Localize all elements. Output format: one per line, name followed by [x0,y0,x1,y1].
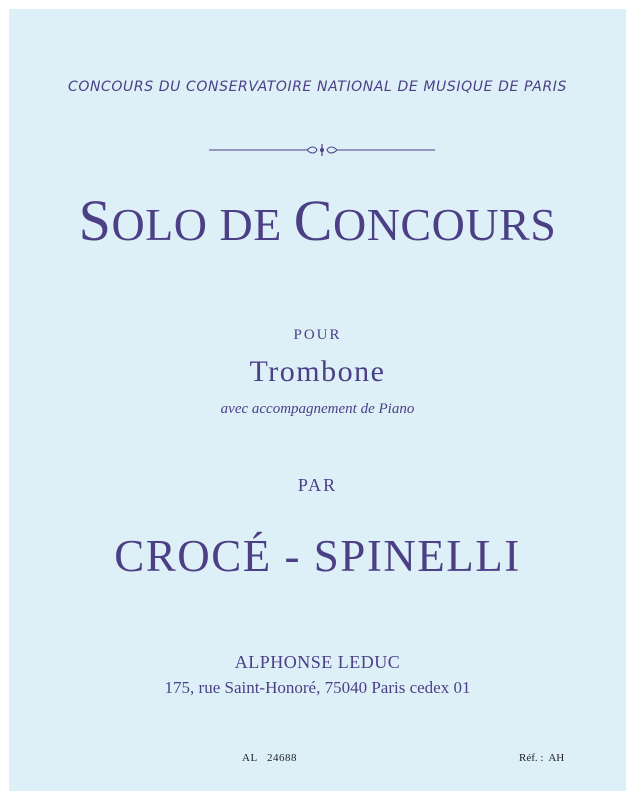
instrument-name: Trombone [249,355,386,388]
catalog-number: AL 24688 [242,752,298,764]
publisher-address: 175, rue Saint-Honoré, 75040 Paris cedex 01 [164,678,471,697]
accompaniment-note: avec accompagnement de Piano [220,401,415,417]
reference-code: Réf. : AH [519,752,565,764]
pour-label: POUR [293,327,342,343]
title-initial-c: C [293,188,333,253]
title-solo-rest: OLO DE [111,199,294,250]
work-title [9,188,626,253]
title-initial-s: S [78,188,112,253]
title-concours-rest: ONCOURS [332,199,557,250]
conservatoire-heading: CONCOURS DU CONSERVATOIRE NATIONAL DE MUSIQUE DE PARIS [67,79,568,95]
ornament-divider [209,143,435,157]
composer-name: CROCÉ - SPINELLI [114,531,521,581]
publisher-name: ALPHONSE LEDUC [234,652,401,672]
score-cover [9,9,626,791]
par-label: PAR [297,475,338,495]
